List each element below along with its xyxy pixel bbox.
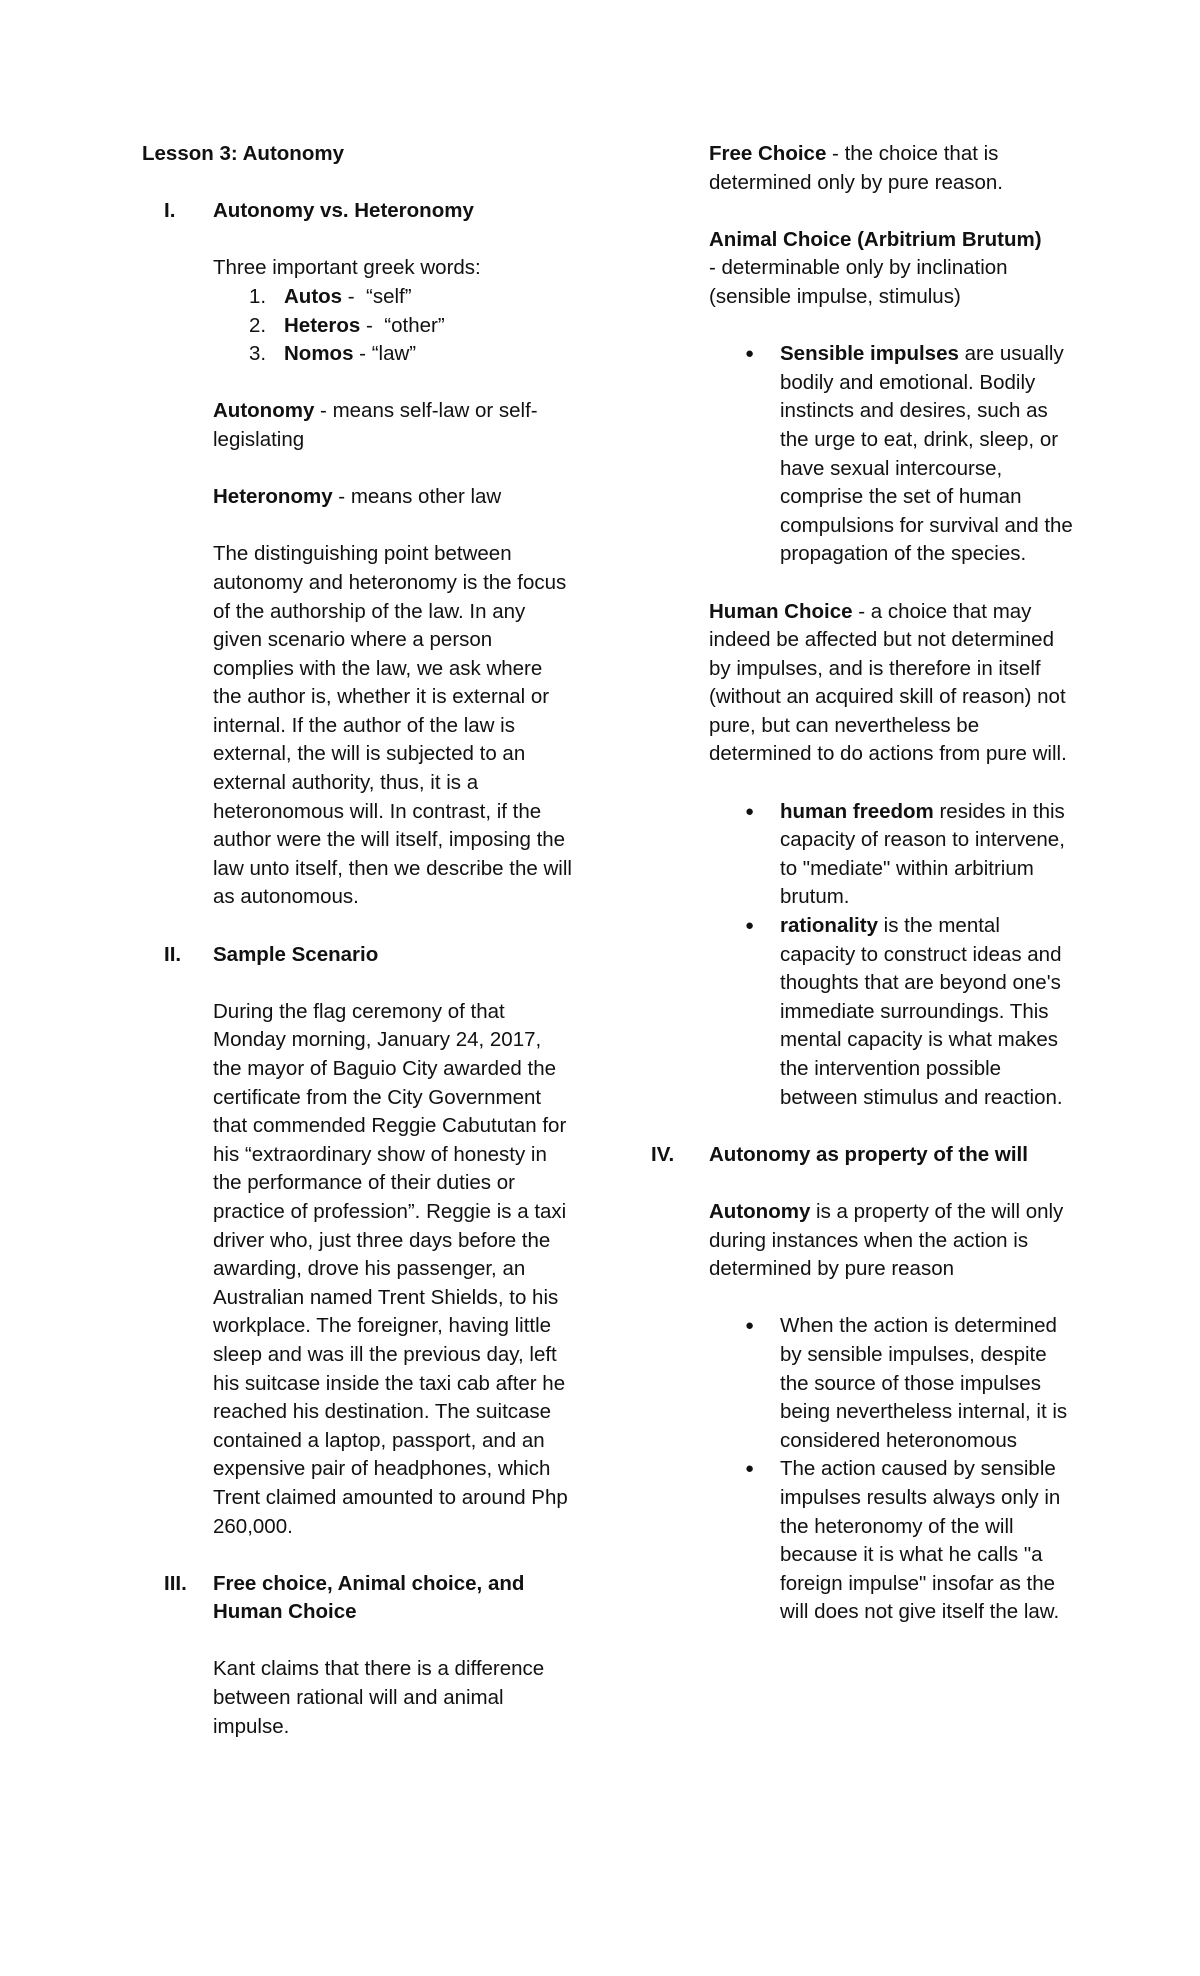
- greek-words-list: [213, 283, 572, 369]
- list-item: ● human freedom resides in this capacity of reason to intervene, to "mediate" within arbitrium brutum.: [709, 798, 1079, 912]
- lesson-title: Lesson 3: Autonomy: [142, 142, 344, 165]
- section-2-number: II.: [164, 942, 182, 966]
- section-3-number: III.: [164, 1571, 187, 1595]
- greek-words-intro: Three important greek words:: [213, 256, 481, 280]
- list-item: ● rationality is the mental capacity to construct ideas and thoughts that are beyond one's immediate surroundings. This mental capacity is what makes the intervention possible between stimulus and reaction.: [709, 912, 1079, 1112]
- section-3: [142, 1570, 572, 1742]
- human-choice-definition: Human Choice - a choice that may indeed be affected but not determined by impulses, and is therefore in itself (without an acquired skill of reason) not pure, but can nevertheless be determined to do actions from pure will.: [709, 599, 1067, 766]
- autonomy-definition: Autonomy - means self-law or self-legislating: [213, 399, 538, 451]
- heteronomy-definition: Heteronomy - means other law: [213, 485, 502, 509]
- section-3-heading: Free choice, Animal choice, and Human Choice: [213, 1571, 525, 1624]
- section-3-paragraph: Kant claims that there is a difference between rational will and animal impulse.: [213, 1657, 545, 1738]
- section-1-heading: Autonomy vs. Heteronomy: [213, 199, 474, 223]
- right-column: [651, 140, 1079, 1627]
- section-2-paragraph: During the flag ceremony of that Monday morning, January 24, 2017, the mayor of Baguio City awarded the certificate from the City Government that commended Reggie Cabututan for his “extraordinary show of honesty in the performance of their duties or practice of profession”. Reggie is a taxi driver who, just three days before the awarding, drove his passenger, an Australian named Trent Shields, to his workplace. The foreigner, having little sleep and was ill the previous day, left his suitcase inside the taxi cab after he reached his destination. The suitcase contained a laptop, passport, and an expensive pair of headphones, which Trent claimed amounted to around Php 260,000.: [213, 999, 568, 1538]
- list-item: 3. Nomos - “law”: [249, 342, 417, 366]
- section-4-number: IV.: [651, 1142, 675, 1166]
- list-item: ● When the action is determined by sensible impulses, despite the source of those impulses being nevertheless internal, it is considered heteronomous: [709, 1312, 1079, 1455]
- animal-choice-definition: - determinable only by inclination (sensible impulse, stimulus): [709, 256, 1008, 308]
- section-2: [142, 941, 572, 1541]
- left-column: [142, 140, 572, 1741]
- section-4: [651, 1141, 1079, 1627]
- section-2-heading: Sample Scenario: [213, 942, 379, 966]
- section-4-bullets: [709, 1312, 1079, 1627]
- list-item: ● Sensible impulses are usually bodily and emotional. Bodily instincts and desires, such as the urge to eat, drink, sleep, or have sexual intercourse, comprise the set of human compulsions for survival and the propagation of the species.: [709, 340, 1079, 569]
- section-1-paragraph: The distinguishing point between autonomy and heteronomy is the focus of the authorship of the law. In any given scenario where a person complies with the law, we ask where the author is, whether it is external or internal. If the author of the law is external, the will is subjected to an external authority, thus, it is a heteronomous will. In contrast, if the author were the will itself, imposing the law unto itself, then we describe the will as autonomous.: [213, 542, 572, 909]
- free-choice-definition: Free Choice - the choice that is determined only by pure reason.: [709, 142, 1004, 194]
- animal-choice-bullets: [709, 340, 1079, 569]
- list-item: 1. Autos - “self”: [249, 284, 412, 308]
- section-1-number: I.: [164, 199, 176, 223]
- list-item: ● The action caused by sensible impulses results always only in the heteronomy of the will because it is what he calls "a foreign impulse" insofar as the will does not give itself the law.: [709, 1455, 1079, 1627]
- human-choice-bullets: [709, 798, 1079, 1113]
- autonomy-property-definition: Autonomy is a property of the will only during instances when the action is determined by pure reason: [709, 1199, 1064, 1281]
- animal-choice-heading: Animal Choice (Arbitrium Brutum): [709, 227, 1042, 251]
- section-4-heading: Autonomy as property of the will: [709, 1142, 1028, 1166]
- list-item: 2. Heteros - “other”: [249, 313, 445, 337]
- section-1: [142, 197, 572, 912]
